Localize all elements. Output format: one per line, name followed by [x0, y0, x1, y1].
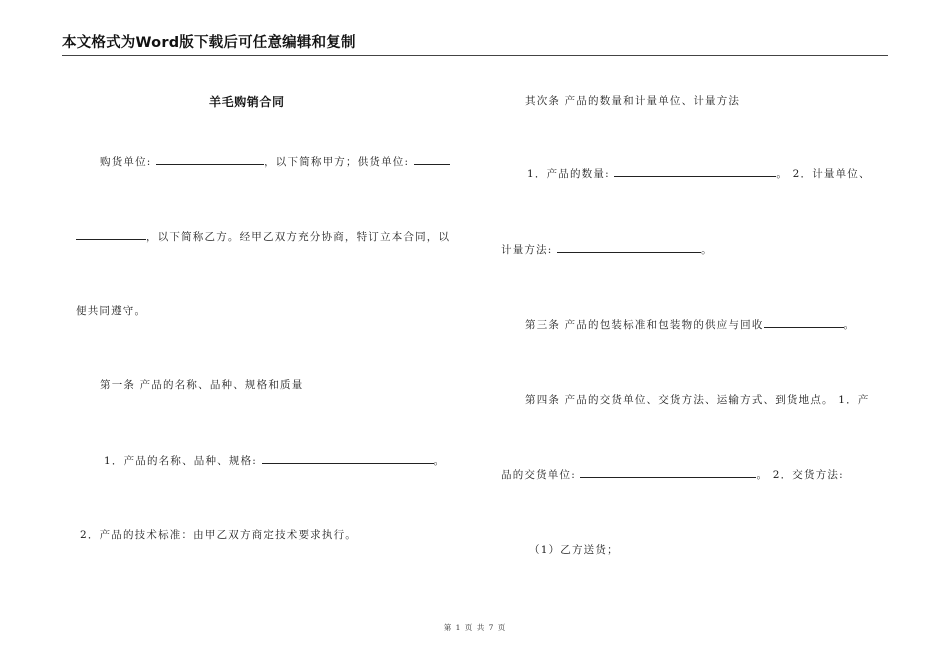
product-spec-blank[interactable]: [262, 453, 434, 464]
packaging-blank[interactable]: [764, 317, 844, 328]
supplier-line: [76, 229, 450, 244]
buyer-label: 购货单位:: [100, 156, 152, 168]
article-3-end: 。: [843, 319, 856, 331]
unit-label: 。 2．计量单位、: [776, 168, 871, 180]
header-banner: 本文格式为Word版下载后可任意编辑和复制: [62, 35, 356, 51]
right-column: [475, 0, 950, 672]
paragraph-end: 便共同遵守。: [76, 305, 147, 317]
delivery-unit-label: 品的交货单位:: [501, 469, 576, 481]
delivery-method-label: 。 2．交货方法:: [756, 469, 844, 481]
article-3-heading: 第三条 产品的包装标准和包装物的供应与回收: [525, 319, 764, 331]
party-b-intro: ，以下简称乙方。经甲乙双方充分协商，特订立本合同，以: [146, 231, 451, 243]
article-3-line: [525, 317, 855, 332]
item-1-line: [104, 453, 445, 468]
article-1-heading: 第一条 产品的名称、品种、规格和质量: [100, 379, 304, 391]
item-1-label: 1．产品的名称、品种、规格:: [104, 455, 258, 467]
buyer-line: [100, 154, 450, 169]
article-2-heading: 其次条 产品的数量和计量单位、计量方法: [525, 95, 741, 107]
delivery-unit-blank[interactable]: [580, 467, 756, 478]
quantity-blank[interactable]: [614, 166, 776, 177]
sub-item-1: （1）乙方送货；: [529, 544, 619, 556]
method-line: [501, 242, 713, 257]
supplier-blank-end[interactable]: [76, 229, 146, 240]
supplier-blank-start[interactable]: [414, 154, 450, 165]
buyer-blank[interactable]: [156, 154, 264, 165]
page-footer: 第 1 页 共 7 页: [443, 623, 507, 632]
supplier-label: ，以下简称甲方；供货单位:: [264, 156, 410, 168]
quantity-line: [527, 166, 871, 181]
article-4-heading: 第四条 产品的交货单位、交货方法、运输方式、到货地点。 1．产: [525, 394, 870, 406]
contract-title: 羊毛购销合同: [209, 95, 285, 109]
delivery-line: [501, 467, 844, 482]
method-label: 计量方法:: [501, 244, 553, 256]
method-end: 。: [701, 244, 713, 256]
method-blank[interactable]: [557, 242, 701, 253]
item-2-line: 2．产品的技术标准：由甲乙双方商定技术要求执行。: [80, 529, 357, 541]
quantity-label: 1．产品的数量:: [527, 168, 610, 180]
item-1-end: 。: [433, 455, 446, 467]
